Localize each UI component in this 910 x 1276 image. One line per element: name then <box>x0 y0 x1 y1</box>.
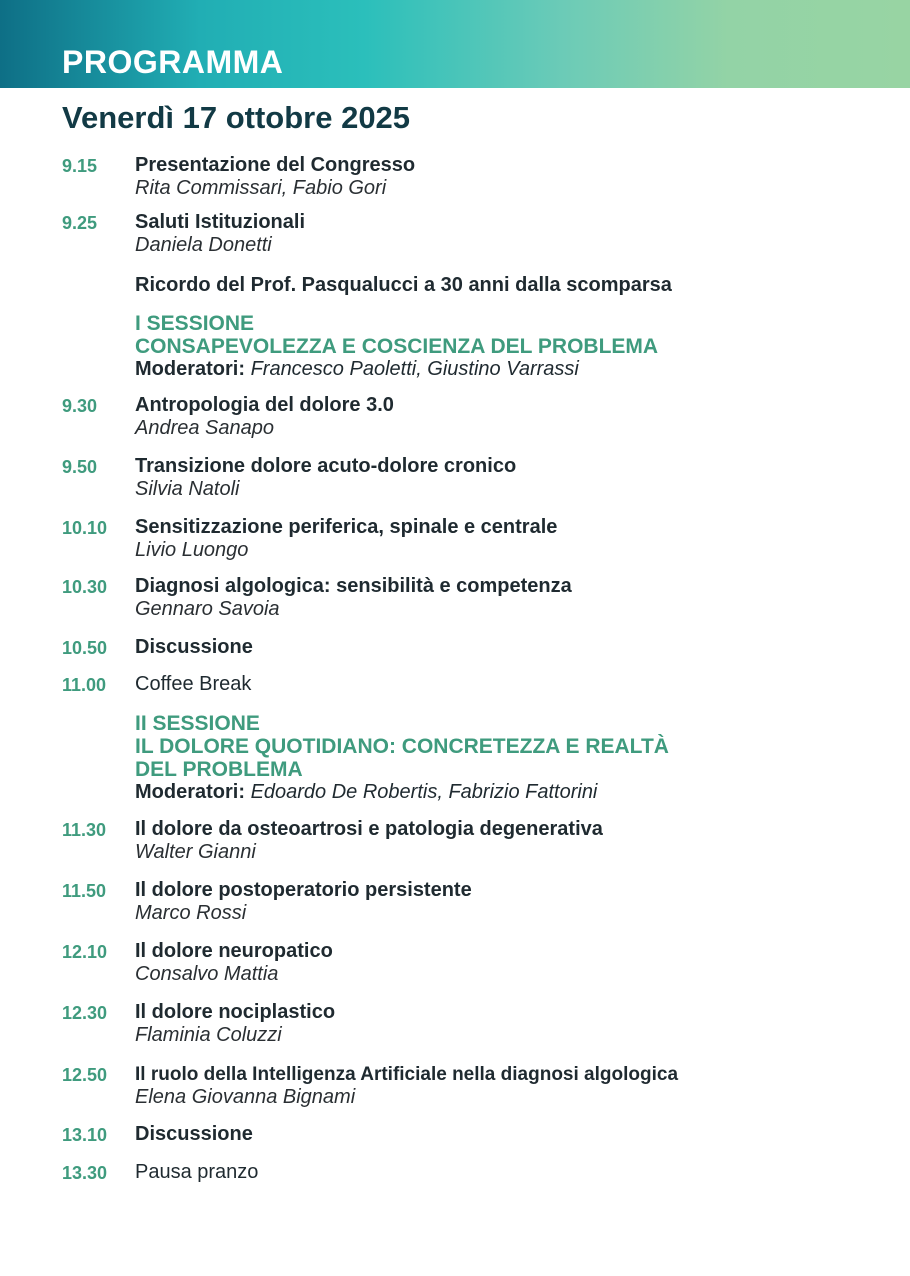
moderators-names: Francesco Paoletti, Giustino Varrassi <box>250 358 579 380</box>
item-title: Ricordo del Prof. Pasqualucci a 30 anni dalla scomparsa <box>135 274 672 296</box>
item-title: Diagnosi algologica: sensibilità e competenza <box>135 575 572 597</box>
item-speaker: Livio Luongo <box>135 539 249 561</box>
moderators-label: Moderatori: <box>135 781 245 803</box>
item-speaker: Daniela Donetti <box>135 234 272 256</box>
session-title-line: IL DOLORE QUOTIDIANO: CONCRETEZZA E REALTÀ <box>135 735 669 758</box>
item-time: 13.10 <box>62 1125 108 1145</box>
item-time: 11.50 <box>62 881 107 901</box>
item-title: Saluti Istituzionali <box>135 211 306 233</box>
session-title-line: CONSAPEVOLEZZA E COSCIENZA DEL PROBLEMA <box>135 335 659 358</box>
item-time: 9.15 <box>62 156 98 176</box>
item-title: Antropologia del dolore 3.0 <box>135 394 394 416</box>
item-title: Coffee Break <box>135 673 252 695</box>
item-time: 11.00 <box>62 675 107 695</box>
item-time: 10.50 <box>62 638 108 658</box>
session-title-line: I SESSIONE <box>135 312 255 335</box>
item-time: 9.30 <box>62 396 98 416</box>
item-time: 12.30 <box>62 1003 108 1023</box>
item-time: 9.50 <box>62 457 98 477</box>
item-title: Il dolore postoperatorio persistente <box>135 879 472 901</box>
item-time: 13.30 <box>62 1163 108 1183</box>
item-title: Il dolore nociplastico <box>135 1001 336 1023</box>
item-title: Presentazione del Congresso <box>135 154 416 176</box>
page-title: PROGRAMMA <box>62 44 284 80</box>
item-title: Il dolore neuropatico <box>135 940 333 962</box>
item-title: Il ruolo della Intelligenza Artificiale nella diagnosi algologica <box>135 1064 679 1085</box>
item-speaker: Flaminia Coluzzi <box>135 1024 282 1046</box>
item-speaker: Silvia Natoli <box>135 478 240 500</box>
item-title: Sensitizzazione periferica, spinale e centrale <box>135 516 558 538</box>
item-time: 10.30 <box>62 577 108 597</box>
day-date: Venerdì 17 ottobre 2025 <box>62 100 411 135</box>
item-title: Pausa pranzo <box>135 1161 259 1183</box>
session-title-line: II SESSIONE <box>135 712 260 735</box>
header-banner <box>0 0 910 88</box>
item-speaker: Rita Commissari, Fabio Gori <box>135 177 387 199</box>
item-time: 12.10 <box>62 942 108 962</box>
item-time: 10.10 <box>62 518 108 538</box>
item-speaker: Marco Rossi <box>135 902 247 924</box>
item-title: Discussione <box>135 1123 253 1145</box>
item-title: Transizione dolore acuto-dolore cronico <box>135 455 517 477</box>
session-moderators <box>135 781 875 804</box>
item-title: Il dolore da osteoartrosi e patologia degenerativa <box>135 818 603 840</box>
item-speaker: Elena Giovanna Bignami <box>135 1086 356 1108</box>
item-speaker: Consalvo Mattia <box>135 963 279 985</box>
item-speaker: Gennaro Savoia <box>135 598 280 620</box>
item-time: 11.30 <box>62 820 107 840</box>
moderators-label: Moderatori: <box>135 358 245 380</box>
session-moderators <box>135 358 875 381</box>
item-time: 12.50 <box>62 1065 108 1085</box>
item-time: 9.25 <box>62 213 98 233</box>
item-speaker: Andrea Sanapo <box>135 417 275 439</box>
item-speaker: Walter Gianni <box>135 841 256 863</box>
item-title: Discussione <box>135 636 253 658</box>
session-title-line: DEL PROBLEMA <box>135 758 303 781</box>
moderators-names: Edoardo De Robertis, Fabrizio Fattorini <box>250 781 598 803</box>
